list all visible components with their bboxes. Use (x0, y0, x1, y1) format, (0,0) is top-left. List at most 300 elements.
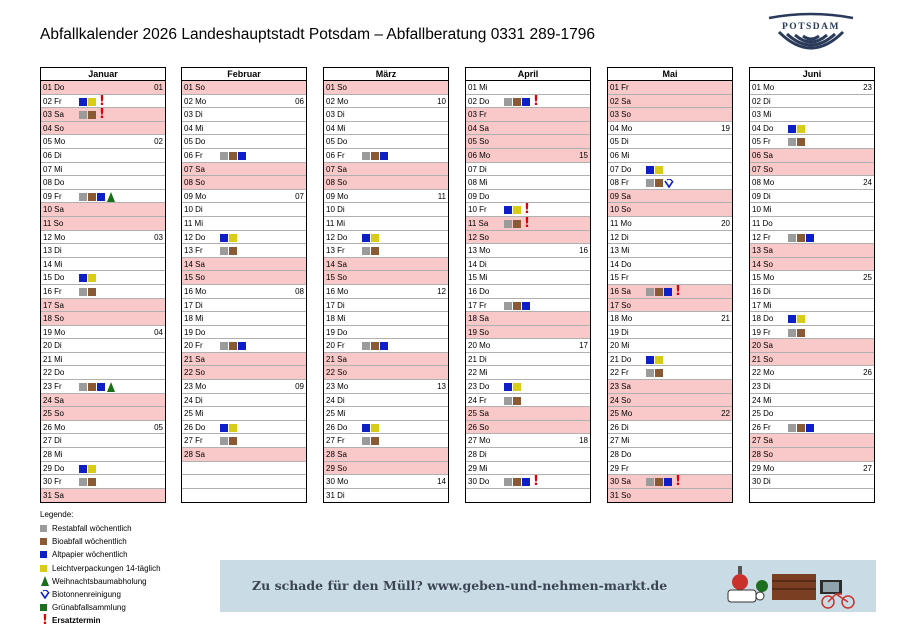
collection-markers (504, 216, 530, 231)
legend-label: Grünabfallsammlung (52, 603, 126, 613)
day-row (466, 285, 590, 299)
day-row (608, 176, 732, 190)
collection-markers (504, 94, 539, 109)
collection-markers (788, 137, 805, 147)
bioabfall-icon (371, 152, 379, 160)
bioabfall-icon (513, 397, 521, 405)
day-row (466, 108, 590, 122)
day-row (182, 231, 306, 245)
legend-symbol (40, 525, 52, 532)
bioabfall-icon (229, 342, 237, 350)
day-label: 11 Sa (468, 218, 489, 228)
bioabfall-icon (797, 138, 805, 146)
day-row (750, 190, 874, 204)
day-row (466, 299, 590, 313)
collection-markers (362, 423, 379, 433)
collection-markers (646, 477, 681, 487)
day-label: 15 So (326, 273, 347, 283)
day-label: 05 So (468, 137, 489, 147)
christmas-tree-icon (107, 382, 115, 392)
bioabfall-icon (229, 247, 237, 255)
day-row (324, 353, 448, 367)
legend-symbol (40, 590, 52, 599)
day-row (608, 285, 732, 299)
page-title: Abfallkalender 2026 Landeshauptstadt Potsdam – Abfallberatung 0331 289-1796 (40, 26, 595, 43)
bin-cleaning-icon (664, 179, 674, 188)
day-label: 08 Mo (752, 178, 775, 188)
altpapier-icon (504, 383, 512, 391)
day-label: 24 Sa (43, 395, 64, 405)
legend-symbol (40, 576, 52, 586)
bioabfall-icon (229, 152, 237, 160)
week-number: 12 (437, 286, 446, 296)
day-row (324, 217, 448, 231)
altpapier-icon (522, 302, 530, 310)
day-row (41, 163, 165, 177)
exclamation-icon: ! (675, 475, 681, 489)
promo-banner[interactable] (220, 560, 876, 612)
day-label: 03 Sa (43, 110, 64, 120)
legend (40, 510, 161, 628)
day-row (466, 326, 590, 340)
day-row (750, 326, 874, 340)
day-row (182, 271, 306, 285)
day-row (324, 380, 448, 394)
day-row (750, 434, 874, 448)
day-row (41, 434, 165, 448)
day-row (324, 149, 448, 163)
day-row (324, 258, 448, 272)
exclamation-icon: ! (99, 94, 105, 109)
bin-cleaning-icon (40, 590, 50, 599)
day-row (750, 475, 874, 489)
day-row (750, 394, 874, 408)
day-label: 17 Di (184, 300, 203, 310)
restabfall-icon (788, 329, 796, 337)
leichtverpackung-icon (797, 315, 805, 323)
altpapier-icon (788, 125, 796, 133)
day-label: 07 So (752, 164, 773, 174)
day-row (41, 339, 165, 353)
exclamation-icon: ! (42, 612, 48, 628)
day-row (608, 190, 732, 204)
day-row (324, 231, 448, 245)
collection-markers (79, 273, 96, 283)
day-row (750, 149, 874, 163)
gruenabfall-icon (40, 604, 47, 611)
month-column-februar (181, 67, 307, 503)
day-row (608, 244, 732, 258)
collection-markers (79, 110, 105, 120)
legend-symbol (40, 551, 52, 558)
month-column-märz (323, 67, 449, 503)
day-label: 27 Mo (468, 436, 491, 446)
day-label: 19 Do (184, 327, 206, 337)
day-row (750, 231, 874, 245)
banner-text[interactable]: Zu schade für den Müll? www.geben-und-nehmen-markt.de (252, 578, 668, 593)
day-label: 26 Do (326, 422, 348, 432)
collection-markers (220, 423, 237, 433)
week-number: 14 (437, 477, 446, 487)
empty-day-row (182, 489, 306, 503)
day-label: 01 Mo (752, 83, 775, 92)
day-label: 18 Mi (326, 314, 346, 324)
bioabfall-icon (513, 220, 521, 228)
day-row (182, 448, 306, 462)
day-label: 23 Sa (610, 382, 631, 392)
day-label: 22 So (326, 368, 347, 378)
collection-markers (79, 382, 115, 392)
day-label: 27 Di (43, 436, 62, 446)
day-label: 05 Do (326, 137, 348, 147)
day-label: 05 Mo (43, 137, 66, 147)
day-row (324, 135, 448, 149)
week-number: 18 (579, 436, 588, 446)
bioabfall-icon (88, 478, 96, 486)
collection-markers (504, 396, 521, 406)
day-row (466, 163, 590, 177)
altpapier-icon (79, 465, 87, 473)
day-label: 27 Sa (752, 436, 773, 446)
day-row (324, 163, 448, 177)
day-row (182, 217, 306, 231)
day-label: 19 Mo (43, 327, 66, 337)
legend-item (40, 575, 161, 588)
day-label: 01 So (184, 83, 205, 92)
leichtverpackung-icon (655, 166, 663, 174)
day-label: 19 So (468, 327, 489, 337)
month-column-mai (607, 67, 733, 503)
collection-markers (362, 436, 379, 446)
day-label: 19 Do (326, 327, 348, 337)
day-label: 22 Mo (752, 368, 775, 378)
week-number: 05 (154, 422, 163, 432)
day-row (324, 366, 448, 380)
day-label: 24 Fr (468, 395, 487, 405)
restabfall-icon (79, 478, 87, 486)
day-label: 23 Mo (326, 382, 349, 392)
empty-day-row (182, 475, 306, 489)
month-column-juni (749, 67, 875, 503)
day-row (324, 407, 448, 421)
legend-label: Altpapier wöchentlich (52, 550, 128, 560)
day-row (466, 217, 590, 231)
day-label: 15 Mi (468, 273, 488, 283)
altpapier-icon (40, 551, 47, 558)
day-row (608, 203, 732, 217)
month-header: April (466, 68, 590, 81)
day-label: 06 Mi (610, 150, 630, 160)
day-label: 08 Fr (610, 178, 629, 188)
legend-symbol (40, 612, 52, 628)
day-row (750, 258, 874, 272)
week-number: 19 (721, 123, 730, 133)
day-row (324, 421, 448, 435)
day-label: 02 Do (468, 96, 490, 106)
bioabfall-icon (797, 234, 805, 242)
restabfall-icon (504, 220, 512, 228)
leichtverpackung-icon (371, 424, 379, 432)
day-label: 10 Sa (43, 205, 64, 215)
leichtverpackung-icon (229, 424, 237, 432)
restabfall-icon (788, 234, 796, 242)
collection-markers (504, 382, 521, 392)
day-label: 07 Sa (326, 164, 347, 174)
day-row (324, 434, 448, 448)
day-row (324, 122, 448, 136)
day-label: 20 Sa (752, 341, 773, 351)
bioabfall-icon (88, 111, 96, 119)
day-row (466, 231, 590, 245)
day-label: 03 Mi (752, 110, 772, 120)
day-row (750, 312, 874, 326)
day-row (750, 353, 874, 367)
day-row (324, 190, 448, 204)
leichtverpackung-icon (88, 98, 96, 106)
collection-markers (79, 94, 105, 109)
day-row (608, 122, 732, 136)
day-label: 13 Di (43, 246, 62, 256)
day-row (466, 271, 590, 285)
collection-markers (362, 233, 379, 243)
day-row (182, 176, 306, 190)
exclamation-icon: ! (524, 216, 530, 231)
day-label: 16 Di (752, 286, 771, 296)
day-label: 16 Fr (43, 286, 62, 296)
leichtverpackung-icon (655, 356, 663, 364)
week-number: 01 (154, 83, 163, 92)
day-label: 29 So (326, 463, 347, 473)
day-row (608, 407, 732, 421)
day-label: 16 Do (468, 286, 490, 296)
altpapier-icon (79, 274, 87, 282)
week-number: 11 (437, 191, 446, 201)
day-label: 06 Mo (468, 150, 491, 160)
legend-item (40, 614, 161, 627)
day-label: 09 Mo (184, 191, 207, 201)
day-label: 18 So (43, 314, 64, 324)
day-label: 22 Do (43, 368, 65, 378)
altpapier-icon (380, 152, 388, 160)
day-label: 20 Mi (610, 341, 630, 351)
bioabfall-icon (513, 478, 521, 486)
empty-day-row (182, 462, 306, 476)
week-number: 15 (579, 150, 588, 160)
day-row (182, 108, 306, 122)
day-row (466, 339, 590, 353)
day-row (608, 434, 732, 448)
collection-markers (79, 287, 96, 297)
exclamation-icon: ! (533, 94, 539, 109)
day-label: 02 Mo (184, 96, 207, 106)
day-label: 18 Mo (610, 314, 633, 324)
week-number: 07 (295, 191, 304, 201)
month-column-januar (40, 67, 166, 503)
day-label: 01 So (326, 83, 347, 92)
day-label: 16 Mo (184, 286, 207, 296)
day-row (41, 285, 165, 299)
restabfall-icon (504, 302, 512, 310)
day-label: 25 Sa (468, 409, 489, 419)
day-row (324, 475, 448, 489)
day-row (750, 366, 874, 380)
day-label: 07 Di (468, 164, 487, 174)
altpapier-icon (362, 234, 370, 242)
week-number: 24 (863, 178, 872, 188)
day-row (466, 462, 590, 476)
bioabfall-icon (40, 538, 47, 545)
collection-markers (220, 233, 237, 243)
day-label: 08 So (184, 178, 205, 188)
day-row (41, 312, 165, 326)
potsdam-logo (765, 12, 857, 62)
day-label: 17 Mi (752, 300, 772, 310)
day-label: 09 Fr (43, 191, 62, 201)
day-row (324, 448, 448, 462)
day-row (750, 339, 874, 353)
altpapier-icon (522, 478, 530, 486)
day-row (608, 108, 732, 122)
day-label: 16 Sa (610, 286, 631, 296)
day-label: 30 Di (752, 477, 771, 487)
restabfall-icon (504, 98, 512, 106)
restabfall-icon (220, 342, 228, 350)
week-number: 20 (721, 218, 730, 228)
day-row (324, 339, 448, 353)
day-row (608, 394, 732, 408)
legend-item (40, 522, 161, 535)
day-label: 12 Di (610, 232, 629, 242)
day-row (466, 203, 590, 217)
restabfall-icon (79, 383, 87, 391)
day-row (608, 462, 732, 476)
leichtverpackung-icon (797, 125, 805, 133)
day-label: 22 Fr (610, 368, 629, 378)
svg-text:POTSDAM: POTSDAM (782, 22, 840, 32)
week-number: 03 (154, 232, 163, 242)
day-label: 30 Sa (610, 477, 631, 487)
day-row (41, 244, 165, 258)
day-label: 12 Do (184, 232, 206, 242)
day-row (324, 326, 448, 340)
restabfall-icon (362, 247, 370, 255)
day-label: 22 So (184, 368, 205, 378)
day-label: 07 Sa (184, 164, 205, 174)
day-label: 07 Mi (43, 164, 63, 174)
day-label: 03 So (610, 110, 631, 120)
day-label: 28 Sa (326, 450, 347, 460)
day-row (466, 312, 590, 326)
day-row (608, 217, 732, 231)
collection-markers (504, 301, 530, 311)
day-label: 01 Do (43, 83, 65, 92)
day-label: 29 Mi (468, 463, 488, 473)
day-row (750, 244, 874, 258)
bioabfall-icon (655, 179, 663, 187)
day-row (324, 394, 448, 408)
day-label: 21 Do (610, 354, 632, 364)
day-row (41, 366, 165, 380)
day-row (182, 190, 306, 204)
collection-markers (220, 151, 246, 161)
day-row (750, 448, 874, 462)
day-label: 12 So (468, 232, 489, 242)
day-label: 24 Di (326, 395, 345, 405)
day-row (41, 326, 165, 340)
day-label: 27 Fr (184, 436, 203, 446)
day-row (182, 149, 306, 163)
day-row (466, 366, 590, 380)
day-label: 31 Sa (43, 490, 64, 500)
collection-markers (220, 246, 237, 256)
bioabfall-icon (797, 424, 805, 432)
day-row (41, 489, 165, 503)
day-row (182, 380, 306, 394)
day-label: 29 Do (43, 463, 65, 473)
day-row (466, 353, 590, 367)
altpapier-icon (646, 356, 654, 364)
day-row (324, 299, 448, 313)
day-label: 29 Fr (610, 463, 629, 473)
day-label: 20 Fr (326, 341, 345, 351)
week-number: 09 (295, 382, 304, 392)
altpapier-icon (238, 342, 246, 350)
day-label: 06 Sa (752, 150, 773, 160)
collection-markers (646, 368, 663, 378)
month-header: Januar (41, 68, 165, 81)
day-label: 17 Di (326, 300, 345, 310)
day-row (182, 407, 306, 421)
day-row (41, 394, 165, 408)
day-row (466, 176, 590, 190)
bioabfall-icon (513, 98, 521, 106)
altpapier-icon (664, 288, 672, 296)
restabfall-icon (79, 193, 87, 201)
day-row (466, 407, 590, 421)
day-label: 23 Mo (184, 382, 207, 392)
collection-markers (504, 477, 539, 487)
collection-markers (220, 341, 246, 351)
day-row (466, 448, 590, 462)
month-header: Mai (608, 68, 732, 81)
day-label: 05 Fr (752, 137, 771, 147)
day-row (466, 258, 590, 272)
leichtverpackung-icon (513, 383, 521, 391)
legend-label: Weihnachtsbaumabholung (52, 576, 147, 586)
day-row (182, 394, 306, 408)
week-number: 16 (579, 246, 588, 256)
leichtverpackung-icon (88, 274, 96, 282)
day-label: 03 Di (184, 110, 203, 120)
day-label: 21 Sa (184, 354, 205, 364)
restabfall-icon (646, 288, 654, 296)
day-label: 21 Sa (326, 354, 347, 364)
restabfall-icon (362, 342, 370, 350)
day-label: 25 Do (752, 409, 774, 419)
day-label: 18 Sa (468, 314, 489, 324)
legend-label: Bioabfall wöchentlich (52, 537, 127, 547)
day-row (608, 95, 732, 109)
day-row (608, 353, 732, 367)
day-label: 02 Mo (326, 96, 349, 106)
collection-markers (788, 328, 805, 338)
day-label: 24 So (610, 395, 631, 405)
day-row (182, 312, 306, 326)
day-row (41, 135, 165, 149)
day-label: 04 Mi (184, 123, 204, 133)
exclamation-icon: ! (675, 284, 681, 299)
day-label: 03 Fr (468, 110, 487, 120)
